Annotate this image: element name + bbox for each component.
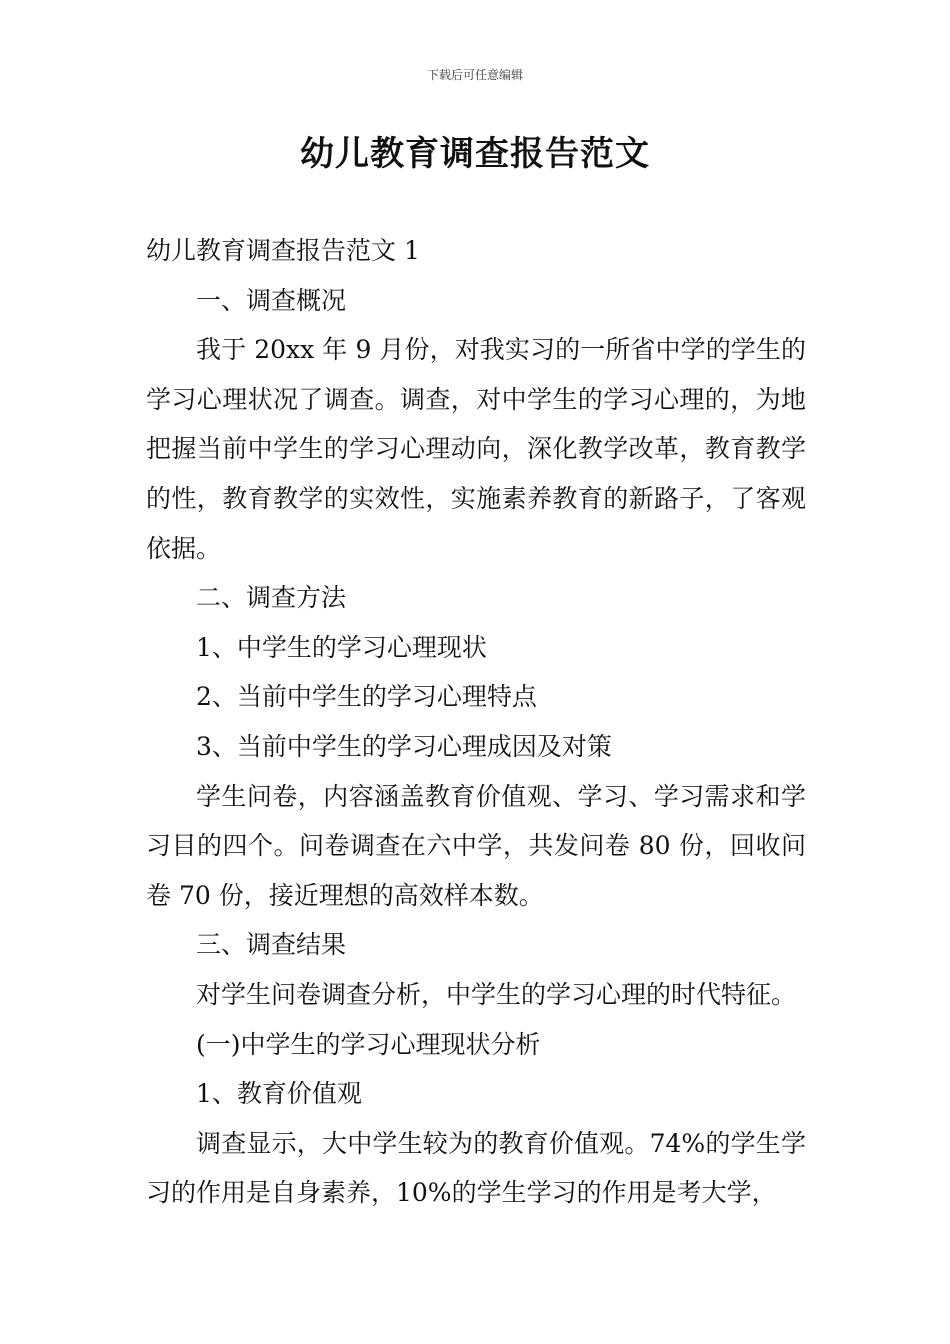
body-paragraph: 我于 20xx 年 9 月份，对我实习的一所省中学的学生的学习心理状况了调查。调查，对中学生的学习心理的，为地把握当前中学生的学习心理动向，深化教学改革，教育教学的性，教育教学的实效性，实施素养教育的新路子，了客观依据。	[146, 335, 806, 563]
list-item: 2、当前中学生的学习心理特点	[196, 682, 537, 712]
list-item: 1、教育价值观	[196, 1079, 362, 1109]
subsection-heading: (一)中学生的学习心理现状分析	[196, 1029, 541, 1059]
list-item: 3、当前中学生的学习心理成因及对策	[196, 731, 612, 761]
list-item: 1、中学生的学习心理现状	[196, 632, 487, 662]
body-paragraph: 对学生问卷调查分析，中学生的学习心理的时代特征。	[196, 979, 797, 1009]
document-title: 幼儿教育调查报告范文	[300, 134, 650, 174]
body-paragraph: 调查显示，大中学生较为的教育价值观。74%的学生学习的作用是自身素养，10%的学生学习的作用是考大学，	[146, 1128, 806, 1208]
section-heading-overview: 一、调查概况	[196, 285, 347, 315]
header-note: 下载后可任意编辑	[426, 68, 523, 82]
section-heading-method: 二、调查方法	[196, 583, 347, 613]
document-body	[146, 226, 806, 1218]
section-heading-results: 三、调查结果	[196, 930, 347, 960]
subtitle-paragraph: 幼儿教育调查报告范文 1	[146, 236, 420, 265]
body-paragraph: 学生问卷，内容涵盖教育价值观、学习、学习需求和学习目的四个。问卷调查在六中学，共发问卷 80 份，回收问卷 70 份，接近理想的高效样本数。	[146, 781, 806, 910]
